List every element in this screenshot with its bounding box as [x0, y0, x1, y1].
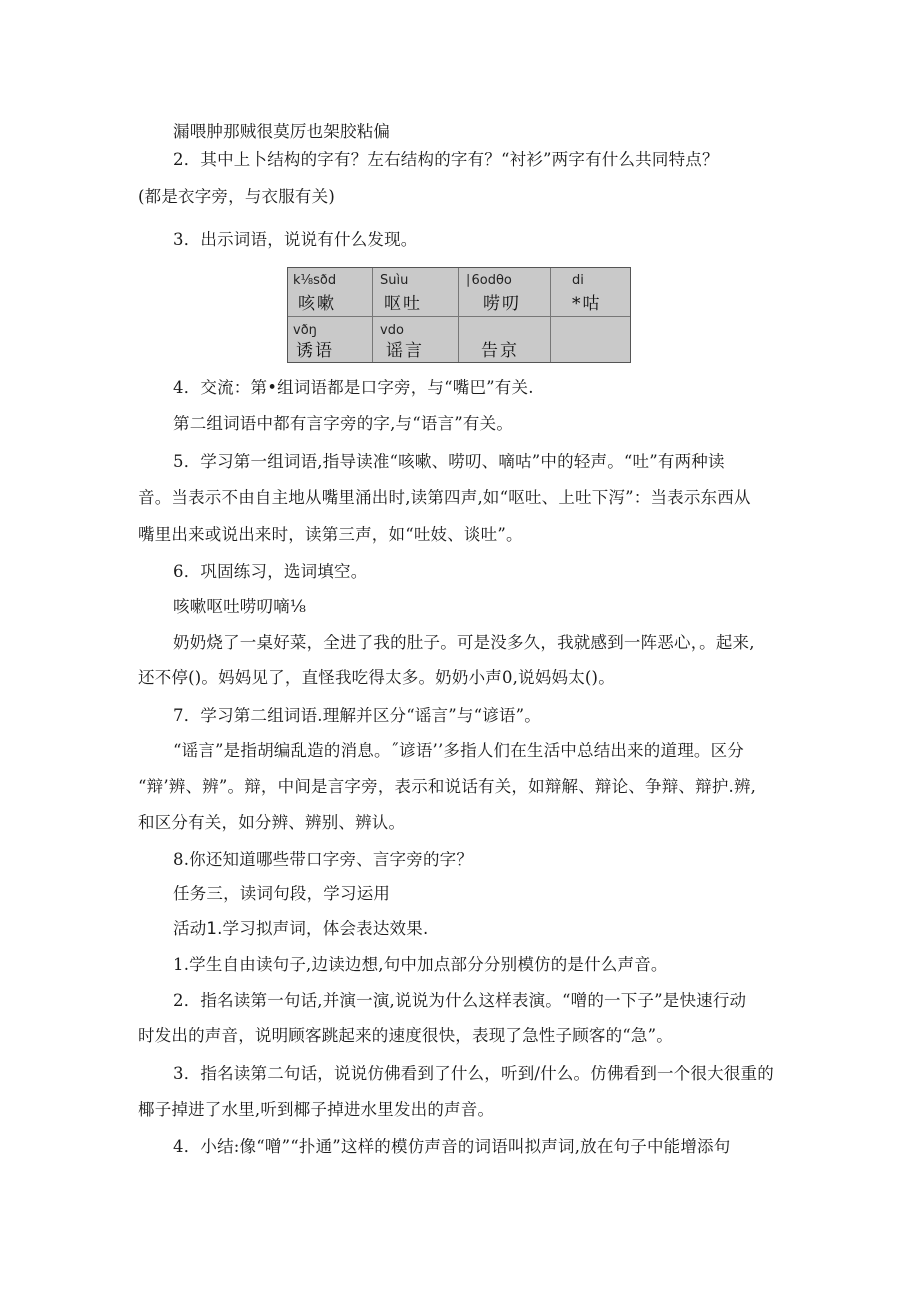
word-digu: *咕	[572, 294, 602, 314]
activity-step-3-cont: 椰子掉进了水里,听到椰子掉进水里发出的声音。	[138, 1100, 495, 1119]
step-5-line3: 嘴里出来或说出来时，读第三声，如“吐妓、谈吐”。	[138, 525, 523, 544]
step-4-cont: 第二组词语中都有言字旁的字,与“语言”有关。	[173, 414, 514, 433]
pinyin-yaoyan: vdo	[380, 323, 404, 338]
word-yanyu: 诱语	[296, 341, 334, 361]
step-7: 7．学习第二组词语.理解并区分“谣言”与“谚语”。	[173, 706, 541, 725]
step-8: 8.你还知道哪些带口字旁、言字旁的字？	[173, 850, 474, 869]
step-3: 3．出示词语，说说有什么发现。	[173, 230, 418, 249]
question-2: 2．其中上卜结构的字有？左右结构的字有？“衬衫”两字有什么共同特点？	[173, 150, 719, 169]
activity-step-2: 2．指名读第一句话,并演一演,说说为什么这样表演。“噌的一下子”是快速行动	[173, 991, 747, 1010]
pinyin-laodao: ∣6odθo	[465, 273, 512, 288]
step-4: 4．交流：第•组词语都是口字旁，与“嘴巴”有关.	[173, 378, 534, 397]
answer-2: (都是衣字旁，与衣服有关)	[138, 187, 335, 206]
task-3-heading: 任务三，读词句段，学习运用	[173, 884, 391, 903]
step-6: 6．巩固练习，选词填空。	[173, 562, 368, 581]
word-choices: 咳嗽呕吐唠叨嘀⅛	[173, 597, 307, 616]
activity-step-2-cont: 时发出的声音，说明顾客跳起来的速度很快，表现了急性子顾客的“急”。	[138, 1026, 673, 1045]
activity-step-3: 3．指名读第二句话，说说仿佛看到了什么，听到/什么。仿佛看到一个很大很重的	[173, 1064, 774, 1083]
word-laodao: 唠叨	[483, 294, 521, 314]
char-list-line: 漏喂肿那贼很莫厉也架胶粘偏	[173, 122, 391, 141]
word-yaoyan: 谣言	[386, 341, 424, 361]
pinyin-yanyu: vðŋ	[293, 323, 317, 338]
pinyin-kesou: k⅛sðd	[293, 273, 337, 288]
step-5: 5．学习第一组词语,指导读准“咳嗽、唠叨、嘀咕”中的轻声。“吐”有两种读	[173, 452, 725, 471]
step-7-line1: “谣言”是指胡编乱造的消息。˝谚语’’多指人们在生活中总结出来的道理。区分	[173, 741, 745, 760]
pinyin-outu: Suìu	[380, 273, 409, 288]
word-gaojie: 告京	[481, 341, 519, 361]
word-kesou: 咳嗽	[298, 294, 336, 314]
word-table	[287, 267, 631, 363]
step-7-line2: “辩’辨、辨”。辩，中间是言字旁，表示和说话有关，如辩解、辩论、争辩、辩护.辨,	[138, 777, 757, 796]
activity-step-1: 1.学生自由读句子,边读边想,句中加点部分分别模仿的是什么声音。	[173, 955, 668, 974]
activity-step-4: 4．小结:像“噌”“扑通”这样的模仿声音的词语叫拟声词,放在句子中能增添句	[173, 1137, 731, 1156]
fill-blank-para-1: 奶奶烧了一桌好菜，全进了我的肚子。可是没多久，我就感到一阵恶心，。起来,	[173, 633, 755, 652]
pinyin-digu: di	[572, 273, 584, 288]
fill-blank-para-2: 还不停()。妈妈见了，直怪我吃得太多。奶奶小声0,说妈妈太()。	[138, 668, 615, 687]
activity-1-heading: 活动1.学习拟声词，体会表达效果.	[173, 919, 429, 938]
word-outu: 呕吐	[384, 294, 422, 314]
step-5-line2: 音。当表示不由自主地从嘴里涌出时,读第四声,如“呕吐、上吐下泻”：当表示东西从	[138, 488, 751, 507]
step-7-line3: 和区分有关，如分辨、辨别、辨认。	[138, 813, 406, 832]
